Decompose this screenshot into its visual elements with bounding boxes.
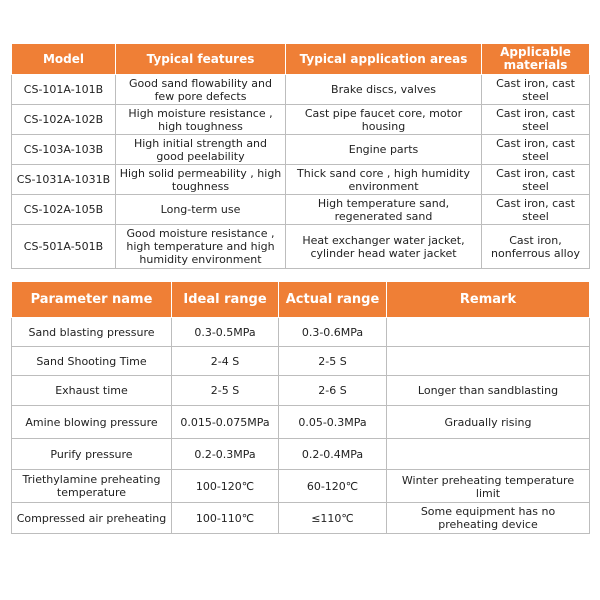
header-applicable-materials: Applicable materials: [482, 44, 590, 75]
materials-cell: Cast iron, cast steel: [482, 75, 590, 105]
materials-cell: Cast iron, cast steel: [482, 105, 590, 135]
parameter-cell: Exhaust time: [12, 376, 172, 406]
table-row: [12, 376, 590, 406]
table-row: [12, 406, 590, 439]
model-cell: CS-501A-501B: [12, 225, 116, 269]
parameter-table: [11, 281, 590, 534]
features-cell: High moisture resistance , high toughness: [116, 105, 286, 135]
model-cell: CS-1031A-1031B: [12, 165, 116, 195]
materials-cell: Cast iron, nonferrous alloy: [482, 225, 590, 269]
ideal-range-cell: 2-4 S: [172, 347, 279, 376]
table-row: [12, 105, 590, 135]
application-cell: Brake discs, valves: [286, 75, 482, 105]
model-cell: CS-101A-101B: [12, 75, 116, 105]
features-cell: Good moisture resistance , high temperature and high humidity environment: [116, 225, 286, 269]
features-cell: Good sand flowability and few pore defects: [116, 75, 286, 105]
table-row: [12, 195, 590, 225]
ideal-range-cell: 0.3-0.5MPa: [172, 318, 279, 347]
materials-cell: Cast iron, cast steel: [482, 165, 590, 195]
table-row: [12, 75, 590, 105]
remark-cell: [387, 347, 590, 376]
parameter-cell: Sand blasting pressure: [12, 318, 172, 347]
table-row: [12, 165, 590, 195]
application-cell: Engine parts: [286, 135, 482, 165]
ideal-range-cell: 2-5 S: [172, 376, 279, 406]
header-typical-features: Typical features: [116, 44, 286, 75]
header-remark: Remark: [387, 282, 590, 318]
materials-cell: Cast iron, cast steel: [482, 195, 590, 225]
application-cell: High temperature sand, regenerated sand: [286, 195, 482, 225]
remark-cell: [387, 439, 590, 470]
ideal-range-cell: 0.2-0.3MPa: [172, 439, 279, 470]
remark-cell: Longer than sandblasting: [387, 376, 590, 406]
table-row: [12, 439, 590, 470]
ideal-range-cell: 100-110℃: [172, 503, 279, 534]
application-cell: Cast pipe faucet core, motor housing: [286, 105, 482, 135]
parameter-cell: Amine blowing pressure: [12, 406, 172, 439]
ideal-range-cell: 100-120℃: [172, 470, 279, 503]
application-cell: Thick sand core , high humidity environment: [286, 165, 482, 195]
actual-range-cell: 0.3-0.6MPa: [279, 318, 387, 347]
model-cell: CS-103A-103B: [12, 135, 116, 165]
materials-cell: Cast iron, cast steel: [482, 135, 590, 165]
actual-range-cell: 0.2-0.4MPa: [279, 439, 387, 470]
header-parameter-name: Parameter name: [12, 282, 172, 318]
table-row: [12, 135, 590, 165]
features-cell: High solid permeability , high toughness: [116, 165, 286, 195]
remark-cell: Some equipment has no preheating device: [387, 503, 590, 534]
actual-range-cell: 60-120℃: [279, 470, 387, 503]
remark-cell: [387, 318, 590, 347]
remark-cell: Winter preheating temperature limit: [387, 470, 590, 503]
actual-range-cell: ≤110℃: [279, 503, 387, 534]
features-cell: High initial strength and good peelability: [116, 135, 286, 165]
parameter-cell: Compressed air preheating: [12, 503, 172, 534]
features-cell: Long-term use: [116, 195, 286, 225]
header-application-areas: Typical application areas: [286, 44, 482, 75]
parameter-cell: Sand Shooting Time: [12, 347, 172, 376]
application-cell: Heat exchanger water jacket, cylinder head water jacket: [286, 225, 482, 269]
table-row: [12, 318, 590, 347]
actual-range-cell: 2-6 S: [279, 376, 387, 406]
parameter-cell: Purify pressure: [12, 439, 172, 470]
table-row: [12, 470, 590, 503]
actual-range-cell: 0.05-0.3MPa: [279, 406, 387, 439]
model-cell: CS-102A-102B: [12, 105, 116, 135]
parameter-cell: Triethylamine preheating temperature: [12, 470, 172, 503]
table-row: [12, 347, 590, 376]
ideal-range-cell: 0.015-0.075MPa: [172, 406, 279, 439]
actual-range-cell: 2-5 S: [279, 347, 387, 376]
model-table-header: [12, 44, 590, 75]
table-row: [12, 503, 590, 534]
model-table: [11, 43, 590, 269]
model-cell: CS-102A-105B: [12, 195, 116, 225]
table-row: [12, 225, 590, 269]
parameter-table-header: [12, 282, 590, 318]
header-ideal-range: Ideal range: [172, 282, 279, 318]
header-actual-range: Actual range: [279, 282, 387, 318]
header-model: Model: [12, 44, 116, 75]
remark-cell: Gradually rising: [387, 406, 590, 439]
